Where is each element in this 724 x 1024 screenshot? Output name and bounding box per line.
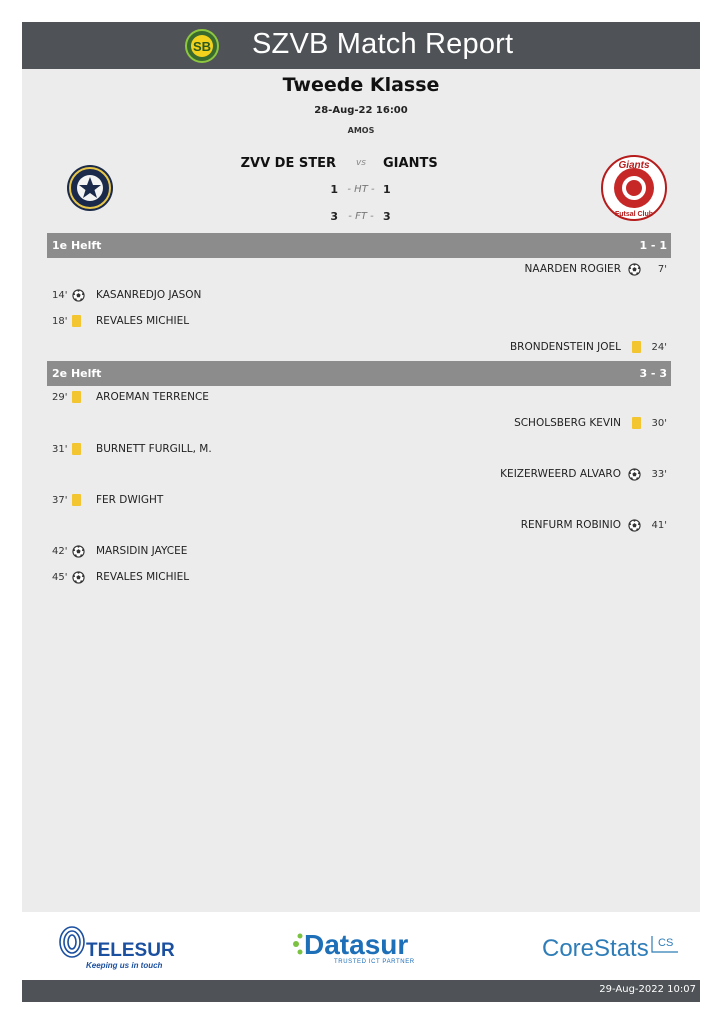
event-row <box>47 570 671 588</box>
event-minute: 37' <box>52 495 68 506</box>
datasur-logo <box>290 926 440 966</box>
event-minute: 18' <box>52 316 68 327</box>
goal-icon <box>72 545 85 558</box>
yellow-card-icon <box>72 494 81 509</box>
svg-text:Keeping us in touch: Keeping us in touch <box>86 961 163 970</box>
event-minute: 41' <box>651 520 667 531</box>
first-half-score: 1 - 1 <box>639 239 667 252</box>
player-name: BRONDENSTEIN JOEL <box>509 341 621 353</box>
home-team-crest <box>66 164 114 212</box>
vs-label: vs <box>355 158 366 168</box>
ft-label: - FT - <box>348 211 374 222</box>
player-name: AROEMAN TERRENCE <box>96 391 209 403</box>
match-datetime: 28-Aug-22 16:00 <box>314 105 408 116</box>
player-name: REVALES MICHIEL <box>96 571 190 583</box>
yellow-card-icon <box>632 417 641 432</box>
event-row <box>47 340 671 358</box>
goal-icon <box>628 468 641 481</box>
svg-text:SB: SB <box>192 39 212 54</box>
player-name: FER DWIGHT <box>96 494 164 506</box>
goal-icon <box>72 571 85 584</box>
first-half-bar <box>47 233 671 258</box>
goal-icon <box>72 289 85 302</box>
event-minute: 29' <box>52 392 68 403</box>
player-name: SCHOLSBERG KEVIN <box>514 417 621 429</box>
svg-text:CS: CS <box>658 937 674 949</box>
event-row <box>47 442 671 460</box>
sponsor-strip <box>22 912 700 980</box>
ht-label: - HT - <box>347 184 375 195</box>
report-footer <box>22 980 700 1002</box>
event-row <box>47 416 671 434</box>
report-header <box>22 22 700 69</box>
svg-text:CoreStats: CoreStats <box>542 935 649 962</box>
player-name: NAARDEN ROGIER <box>524 263 621 275</box>
first-half-label: 1e Helft <box>52 239 102 252</box>
yellow-card-icon <box>72 443 81 458</box>
player-name: RENFURM ROBINIO <box>520 519 621 531</box>
player-name: KEIZERWEERD ALVARO <box>500 468 621 480</box>
event-minute: 45' <box>52 572 68 583</box>
event-minute: 42' <box>52 546 68 557</box>
svg-text:TELESUR: TELESUR <box>86 940 175 961</box>
event-row <box>47 262 671 280</box>
corestats-logo <box>542 930 682 964</box>
event-row <box>47 518 671 536</box>
event-minute: 7' <box>657 264 667 275</box>
ht-away-score: 1 <box>383 183 391 196</box>
event-row <box>47 390 671 408</box>
event-minute: 24' <box>651 342 667 353</box>
event-minute: 30' <box>651 418 667 429</box>
second-half-bar <box>47 361 671 386</box>
match-report-page <box>22 22 700 1002</box>
player-name: MARSIDIN JAYCEE <box>96 545 188 557</box>
svg-text:Giants: Giants <box>618 160 650 171</box>
division-name: Tweede Klasse <box>282 74 440 96</box>
szvb-logo <box>182 28 222 64</box>
svg-text:Datasur: Datasur <box>304 929 409 960</box>
svg-text:TRUSTED ICT PARTNER: TRUSTED ICT PARTNER <box>334 959 415 965</box>
event-minute: 14' <box>52 290 68 301</box>
away-team-name: GIANTS <box>383 156 438 171</box>
event-minute: 31' <box>52 444 68 455</box>
svg-text:Futsal Club: Futsal Club <box>614 211 654 218</box>
player-name: REVALES MICHIEL <box>96 315 190 327</box>
event-row <box>47 493 671 511</box>
second-half-score: 3 - 3 <box>639 367 667 380</box>
ht-home-score: 1 <box>330 183 338 196</box>
goal-icon <box>628 519 641 532</box>
generated-timestamp: 29-Aug-2022 10:07 <box>599 984 696 995</box>
player-name: BURNETT FURGILL, M. <box>96 443 212 455</box>
away-team-crest <box>600 154 668 222</box>
home-team-name: ZVV DE STER <box>240 156 336 171</box>
goal-icon <box>628 263 641 276</box>
telesur-logo <box>56 922 176 974</box>
yellow-card-icon <box>72 391 81 406</box>
match-venue: AMOS <box>347 126 375 135</box>
yellow-card-icon <box>632 341 641 356</box>
ft-away-score: 3 <box>383 210 391 223</box>
yellow-card-icon <box>72 315 81 330</box>
report-title: SZVB Match Report <box>252 28 514 60</box>
player-name: KASANREDJO JASON <box>96 289 202 301</box>
event-row <box>47 544 671 562</box>
event-row <box>47 467 671 485</box>
ft-home-score: 3 <box>330 210 338 223</box>
second-half-label: 2e Helft <box>52 367 102 380</box>
event-minute: 33' <box>651 469 667 480</box>
event-row <box>47 288 671 306</box>
event-row <box>47 314 671 332</box>
